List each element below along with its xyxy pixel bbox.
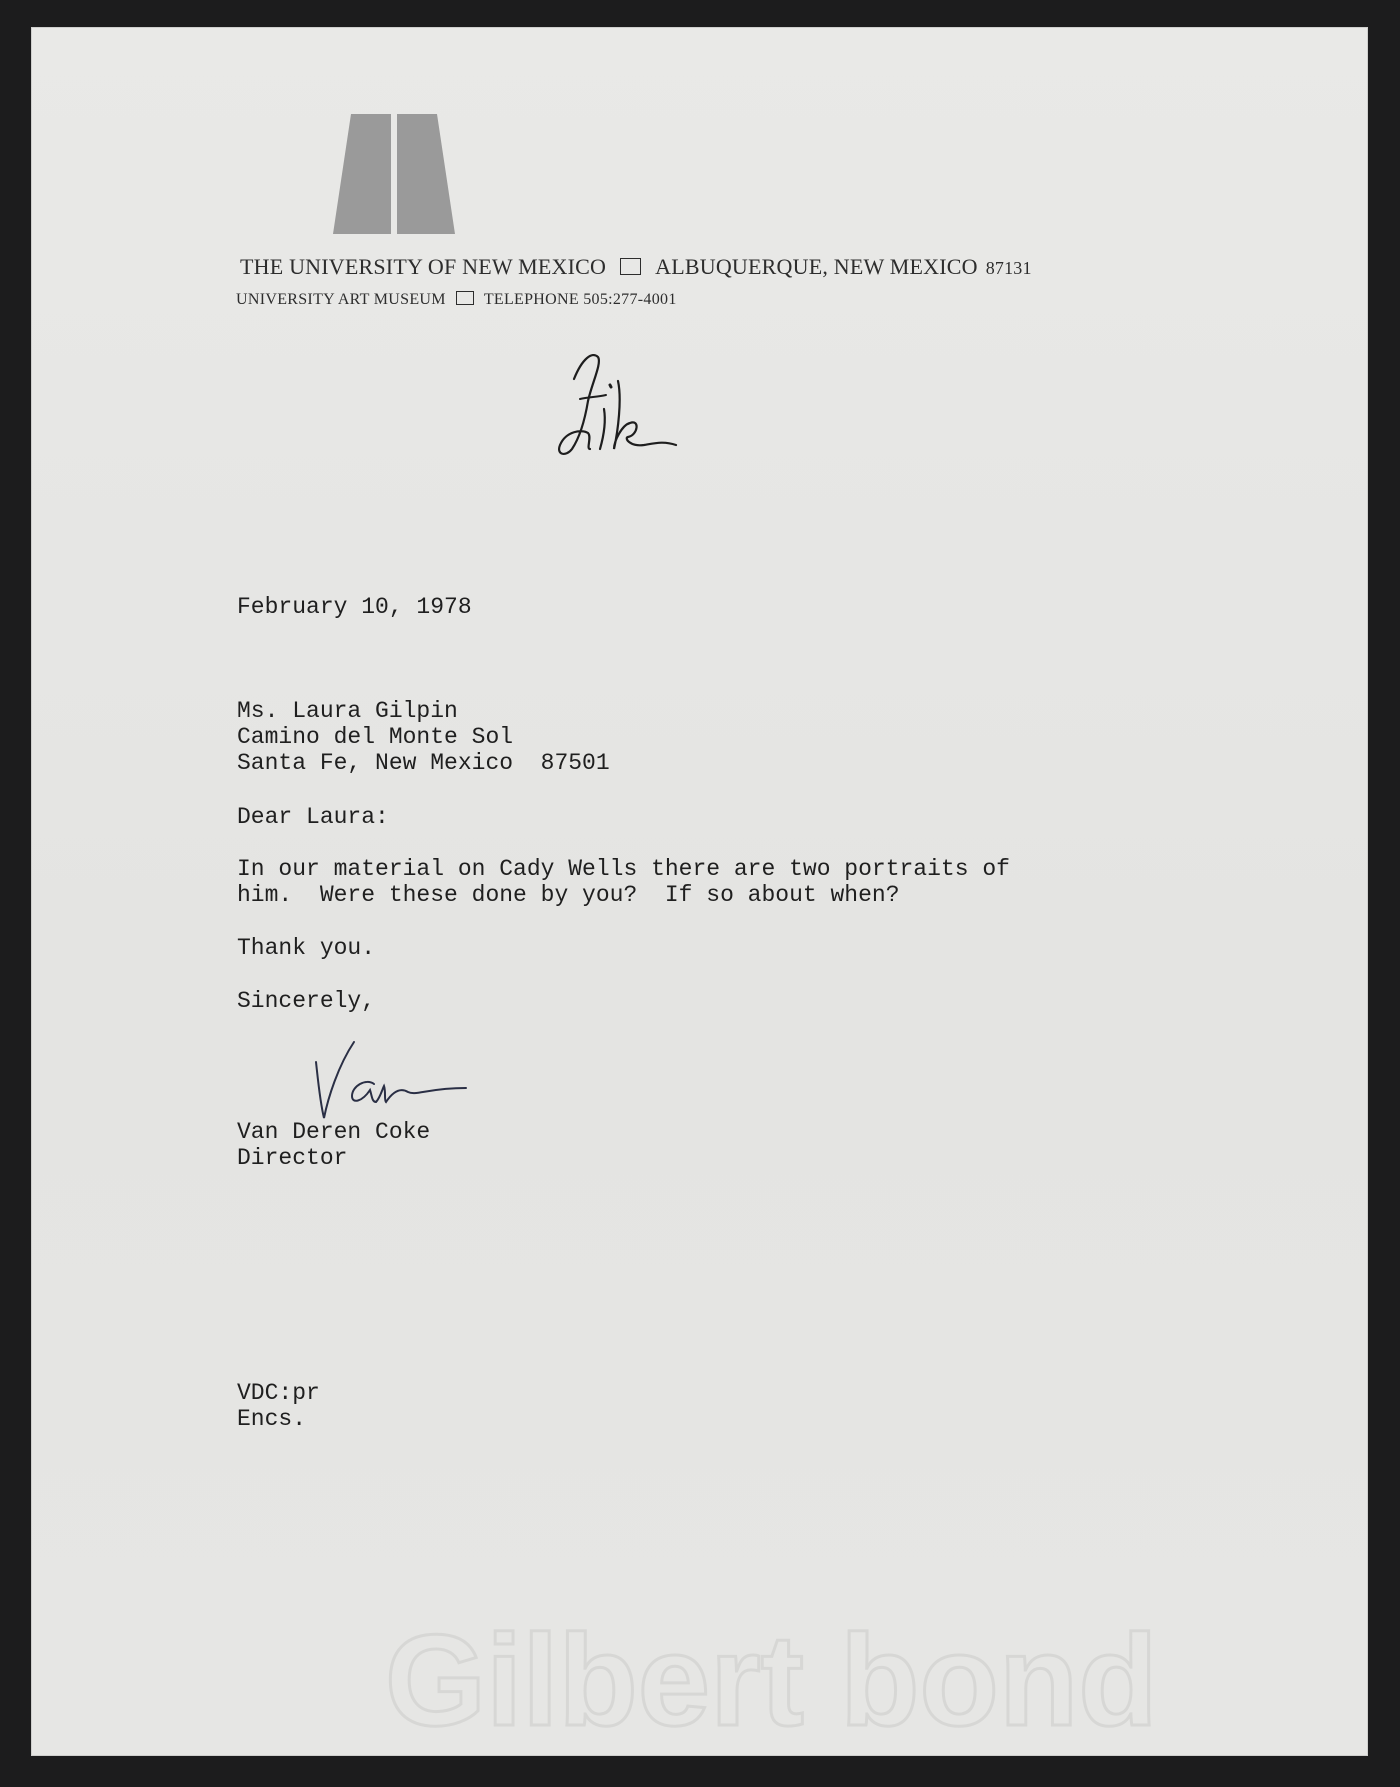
department-name: UNIVERSITY ART MUSEUM: [236, 291, 446, 308]
handwritten-signature: [312, 1040, 472, 1125]
institution-city: ALBUQUERQUE, NEW MEXICO: [655, 254, 978, 279]
recipient-street: Camino del Monte Sol: [237, 724, 514, 750]
signer-name: Van Deren Coke: [237, 1119, 431, 1145]
svg-text:Gilbert bond: Gilbert bond: [385, 1607, 1158, 1753]
reference-initials: VDC:pr: [237, 1380, 320, 1406]
body-line: In our material on Cady Wells there are two portraits of: [237, 856, 1010, 882]
institution-zip: 87131: [985, 258, 1032, 278]
recipient-city: Santa Fe, New Mexico 87501: [237, 750, 610, 776]
recipient-name: Ms. Laura Gilpin: [237, 698, 458, 724]
letterhead-primary: [240, 254, 1032, 280]
institution-name: THE UNIVERSITY OF NEW MEXICO: [240, 254, 607, 279]
square-bullet-icon: [620, 258, 641, 275]
square-bullet-icon: [456, 291, 474, 305]
paper-watermark: [385, 1605, 1158, 1755]
signer-title: Director: [237, 1145, 348, 1171]
enclosures: Encs.: [237, 1406, 307, 1432]
body-line: him. Were these done by you? If so about when?: [237, 882, 900, 908]
telephone: TELEPHONE 505:277-4001: [483, 291, 677, 308]
unm-arch-logo-icon: [333, 114, 455, 234]
thanks-line: Thank you.: [237, 935, 376, 961]
closing: Sincerely,: [237, 988, 376, 1014]
salutation: Dear Laura:: [237, 804, 389, 830]
letter-date: February 10, 1978: [237, 594, 472, 620]
handwritten-file-note: [552, 345, 692, 465]
letterhead-secondary: [236, 291, 677, 309]
